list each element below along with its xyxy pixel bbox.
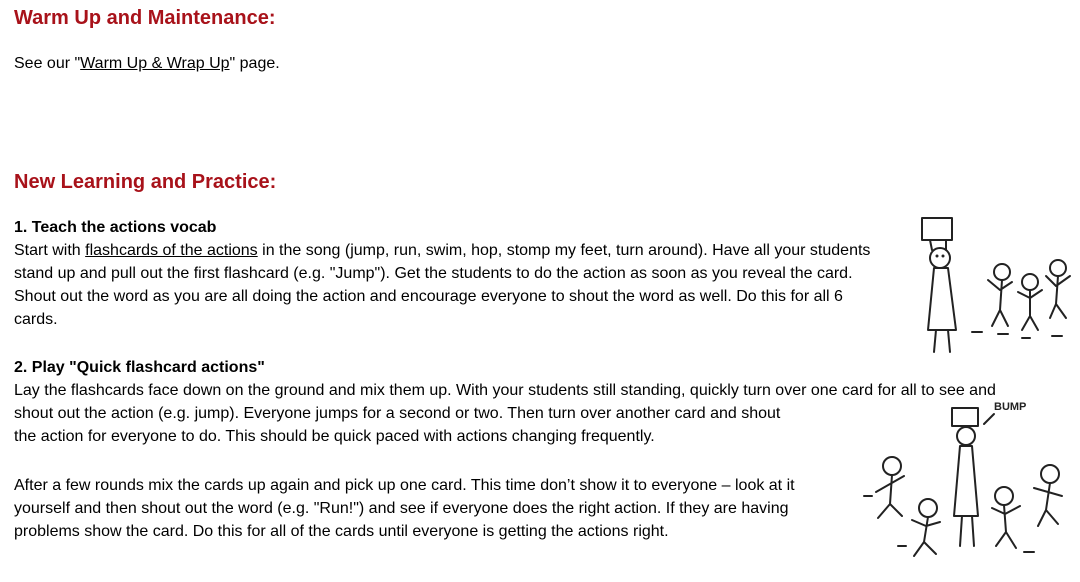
new-learning-heading: New Learning and Practice: bbox=[14, 171, 277, 193]
step1-text-before: Start with bbox=[14, 242, 86, 259]
leg bbox=[934, 330, 936, 352]
warmup-text bbox=[14, 52, 280, 75]
warmup-heading: Warm Up and Maintenance: bbox=[14, 7, 276, 29]
teacher-holding-card-icon bbox=[912, 210, 1080, 360]
step1-paragraph bbox=[14, 216, 874, 331]
teacher-body bbox=[928, 268, 956, 330]
kid-body bbox=[1046, 276, 1070, 318]
kid-head bbox=[995, 487, 1013, 505]
kid-body bbox=[912, 517, 940, 556]
ground-lines bbox=[972, 332, 1062, 338]
kids-jumping-icon bbox=[844, 396, 1074, 566]
warmup-text-before: See our " bbox=[14, 55, 81, 72]
card-shape bbox=[952, 408, 978, 426]
step2-title: 2. Play "Quick flashcard actions" bbox=[14, 359, 265, 376]
flashcards-link[interactable]: flashcards of the actions bbox=[85, 242, 258, 259]
teacher-body bbox=[954, 446, 978, 516]
kid-head bbox=[994, 264, 1010, 280]
kid-head bbox=[919, 499, 937, 517]
teacher-head bbox=[957, 427, 975, 445]
leg bbox=[960, 516, 962, 546]
warmup-text-after: " page. bbox=[229, 55, 280, 72]
card-shape bbox=[922, 218, 952, 240]
step2-line1: Lay the flashcards face down on the ground and mix them up. With your students still standing, quickly turn over one card for all to see and bbox=[14, 382, 996, 399]
kid-body bbox=[876, 475, 904, 518]
kid-head bbox=[1022, 274, 1038, 290]
teacher-head bbox=[930, 248, 950, 268]
kid-body bbox=[992, 505, 1020, 548]
kid-head bbox=[1050, 260, 1066, 276]
warmup-wrapup-link[interactable]: Warm Up & Wrap Up bbox=[80, 55, 230, 72]
caption-line bbox=[984, 414, 994, 424]
step2-text: shout out the action (e.g. jump). Everyone jumps for a second or two. Then turn over another card and shout the action for everyone to do. This should be quick paced with actions changing frequently. bbox=[14, 405, 781, 445]
eye bbox=[936, 255, 939, 258]
kid-body bbox=[988, 280, 1012, 326]
step1-text-after: in the song (jump, run, swim, hop, stomp my feet, turn around). Have all your students stand up and pull out the first flashcard (e.g. "Jump"). Get the students to do the action as soon as you reveal the card. Shout out the word as you are all doing the action and encourage everyone to shout the word as well. Do this for all 6 cards. bbox=[14, 242, 871, 328]
kid-head bbox=[1041, 465, 1059, 483]
bump-caption: BUMP bbox=[994, 401, 1027, 413]
kid-body bbox=[1034, 483, 1062, 526]
step1-title: 1. Teach the actions vocab bbox=[14, 219, 217, 236]
step3-paragraph: After a few rounds mix the cards up again and pick up one card. This time don’t show it to everyone – look at it yourself and then shout out the word (e.g. "Run!") and see if everyone does the right action. If they are having problems show the card. Do this for all of the cards until everyone is getting the actions right. bbox=[14, 477, 795, 540]
arm-line bbox=[930, 240, 932, 250]
kid-head bbox=[883, 457, 901, 475]
leg bbox=[972, 516, 974, 546]
leg bbox=[948, 330, 950, 352]
lesson-page bbox=[14, 0, 1074, 582]
kid-body bbox=[1018, 290, 1042, 330]
eye bbox=[942, 255, 945, 258]
